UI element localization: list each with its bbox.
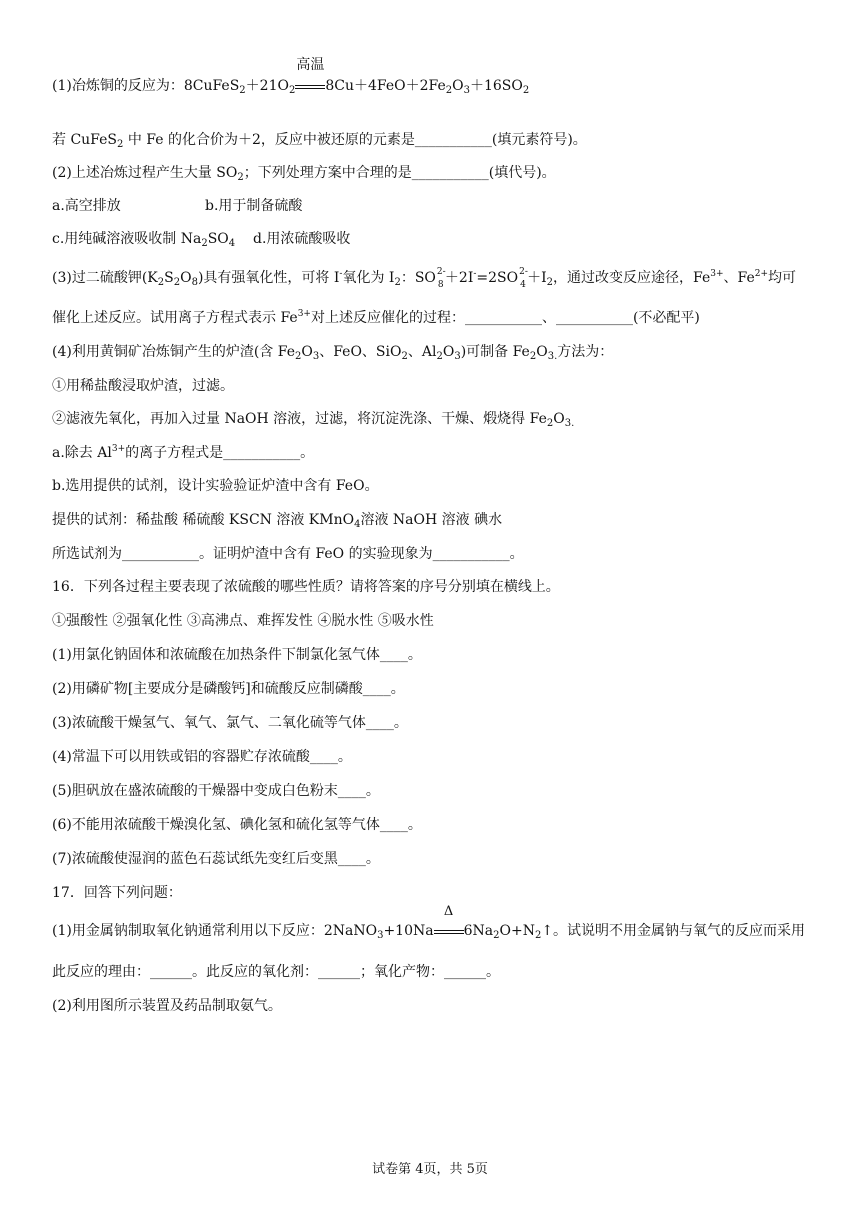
q16-title: 16．下列各过程主要表现了浓硫酸的哪些性质？请将答案的序号分别填在横线上。 [52,579,560,595]
q15-part-b: b.选用提供的试剂，设计实验验证炉渣中含有 FeO。 [52,478,379,494]
q15-p2: (2)上述冶炼过程产生大量 $SO_2$；下列处理方案中合理的是___________(填代号)。 [52,165,556,183]
q15-option-d: d.用浓硫酸吸收 [253,231,351,247]
reaction-condition-heat: Δ [434,921,464,941]
q17-p1-line2: 此反应的理由：______。此反应的氧化剂：______；氧化产物：______。 [52,964,500,980]
q16-item: (2)用磷矿物[主要成分是磷酸钙]和硫酸反应制磷酸____。 [52,681,405,697]
q15-option-b: b.用于制备硫酸 [205,198,303,214]
page-footer: 试卷第 4页，共 5页 [372,1162,488,1177]
q15-part-a: a.除去 $Al^{3+}$的离子方程式是___________。 [52,444,315,461]
q15-step1: ①用稀盐酸浸取炉渣，过滤。 [52,378,234,394]
q17-p1-equation: (1)用金属钠制取氧化钠通常利用以下反应：2NaNO$_3$+10Na Δ $6Na_2O+N_2↑$。试说明不用金属钠与氧气的反应而采用 [52,904,806,941]
q15-chosen-reagents: 所选试剂为___________。证明炉渣中含有 FeO 的实验现象为___________。 [52,546,524,562]
q16-properties: ①强酸性 ②强氧化性 ③高沸点、难挥发性 ④脱水性 ⑤吸水性 [52,613,434,629]
q15-p1-equation: (1)冶炼铜的反应为：$8CuFeS_2+21O_2$ 高温 $8Cu+4FeO+2Fe_2O_3+16SO_2$ [52,57,530,96]
q15-p1-note: 若 CuFeS$_2$ 中 Fe 的化合价为＋2，反应中被还原的元素是___________(填元素符号)。 [52,132,587,150]
q16-item: (6)不能用浓硫酸干燥溴化氢、碘化氢和硫化氢等气体____。 [52,817,422,833]
q17-p2: (2)利用图所示装置及药品制取氨气。 [52,998,282,1014]
q15-step2: ②滤液先氧化，再加入过量 NaOH 溶液，过滤，将沉淀洗涤、干燥、煅烧得 $Fe_2O_{3.}$ [52,411,575,429]
reaction-condition-high-temp: 高温 [295,76,325,96]
q16-item: (4)常温下可以用铁或铝的容器贮存浓硫酸____。 [52,749,352,765]
q16-item: (3)浓硫酸干燥氢气、氧气、氯气、二氧化硫等气体____。 [52,715,408,731]
q15-option-c: c.用纯碱溶液吸收制 $Na_2SO_4$ [52,231,236,249]
q16-item: (1)用氯化钠固体和浓硫酸在加热条件下制氯化氢气体____。 [52,647,422,663]
q15-p4: (4)利用黄铜矿冶炼铜产生的炉渣(含 $Fe_2O_3$、FeO、SiO$_2$、$Al_2O_3$)可制备 $Fe_2O_{3.}$方法为： [52,344,614,362]
q17-title: 17．回答下列问题： [52,885,182,901]
q16-item: (5)胆矾放在盛浓硫酸的干燥器中变成白色粉末____。 [52,783,380,799]
q15-option-a: a.高空排放 [52,198,121,214]
q16-item: (7)浓硫酸使湿润的蓝色石蕊试纸先变红后变黑____。 [52,851,380,867]
q15-reagents: 提供的试剂：稀盐酸 稀硫酸 KSCN 溶液 KMnO$_4$溶液 NaOH 溶液 碘水 [52,512,503,530]
q15-p3-line2: 催化上述反应。试用离子方程式表示 $Fe^{3+}$对上述反应催化的过程：___________、___________(不必配平) [52,309,700,326]
q15-p3-line1: (3)过二硫酸钾$(K_2S_2O_8)$具有强氧化性，可将 I-氧化为 $I_2$：SO 2- 8 ＋2I-=2SO 2- 4 $+I_2$，通过改变反应途径，$Fe^{3+}$、$Fe^{2+}$均可 [52,267,797,290]
